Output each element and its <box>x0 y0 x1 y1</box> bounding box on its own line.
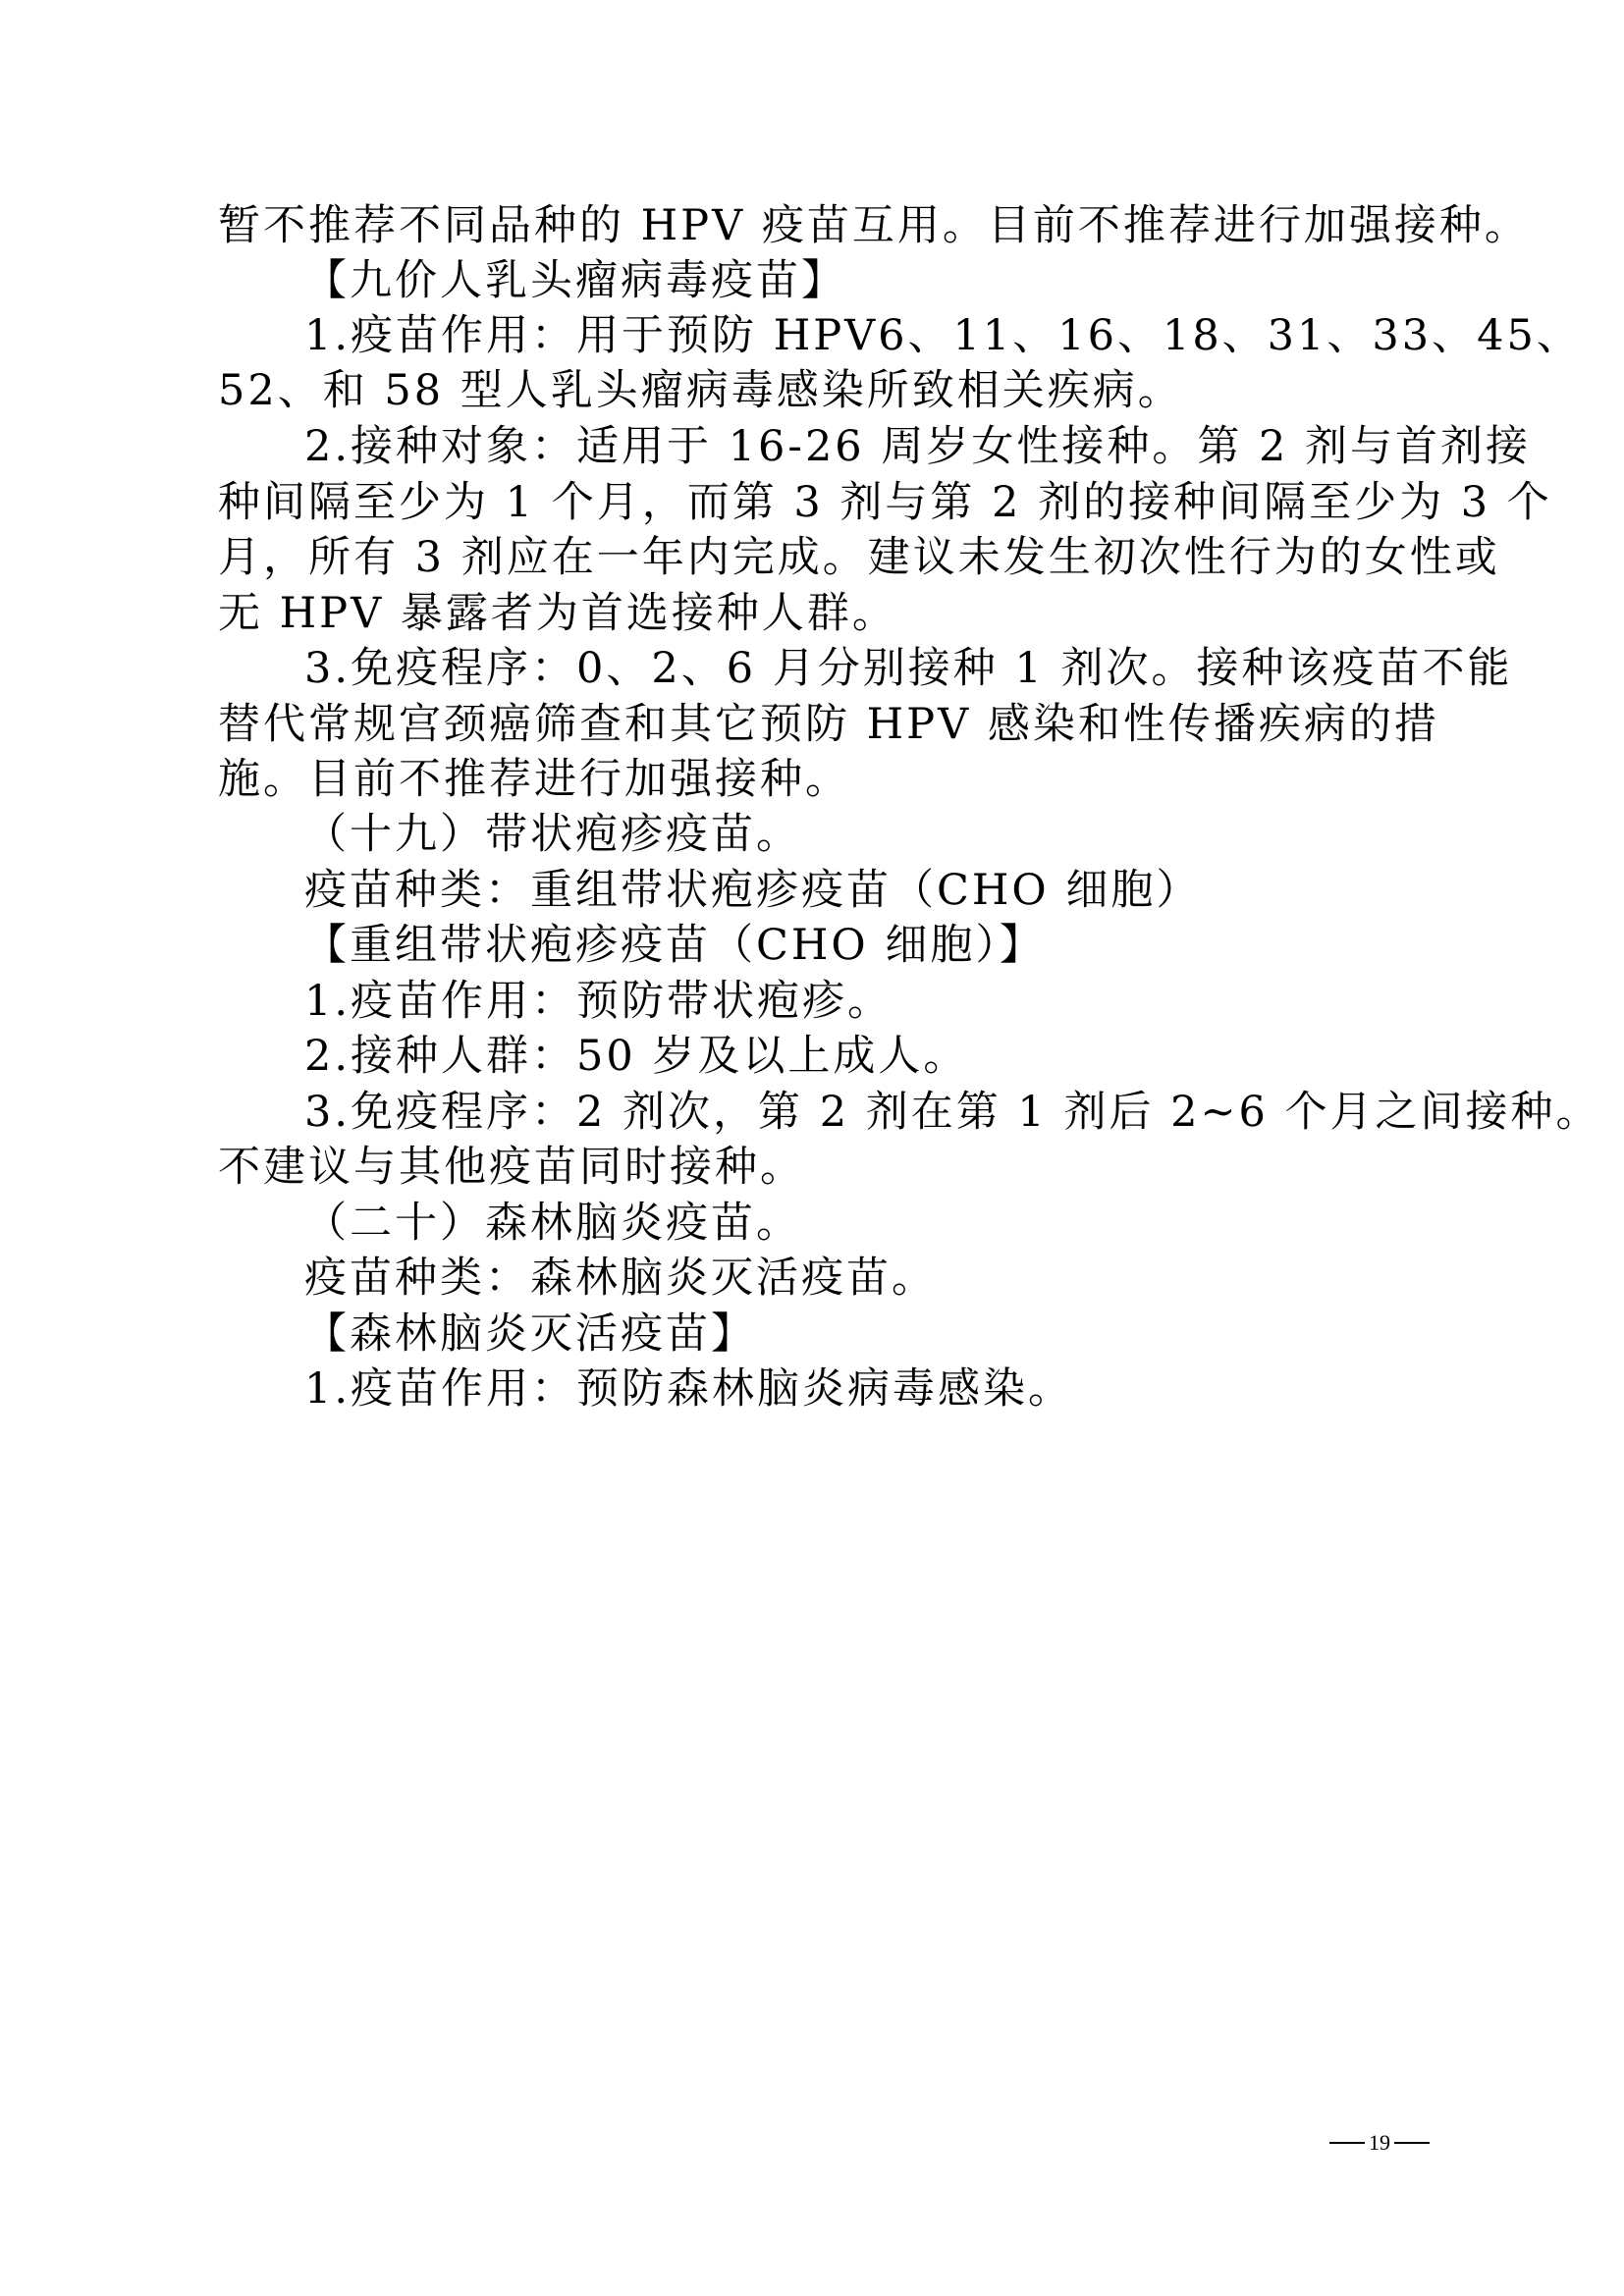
page-number-dash-left <box>1329 2142 1365 2144</box>
section-heading: （二十）森林脑炎疫苗。 <box>304 1199 801 1248</box>
text-line: 3.免疫程序：0、2、6 月分别接种 1 剂次。接种该疫苗不能 <box>304 644 1513 693</box>
text-line: 施。目前不推荐进行加强接种。 <box>218 755 850 804</box>
text-line: 52、和 58 型人乳头瘤病毒感染所致相关疾病。 <box>218 366 1183 415</box>
section-heading: （十九）带状疱疹疫苗。 <box>304 810 801 859</box>
page-number-dash-right <box>1394 2142 1430 2144</box>
text-line: 暂不推荐不同品种的 HPV 疫苗互用。目前不推荐进行加强接种。 <box>218 201 1530 250</box>
text-line: 1.疫苗作用：用于预防 HPV6、11、16、18、31、33、45、 <box>304 311 1582 360</box>
text-line: 替代常规宫颈癌筛查和其它预防 HPV 感染和性传播疾病的措 <box>218 700 1439 749</box>
page-number-value: 19 <box>1369 2130 1390 2155</box>
text-line: 2.接种人群：50 岁及以上成人。 <box>304 1032 969 1081</box>
text-line: 疫苗种类：森林脑炎灭活疫苗。 <box>304 1254 937 1303</box>
text-line: 种间隔至少为 1 个月，而第 3 剂与第 2 剂的接种间隔至少为 3 个 <box>218 478 1552 527</box>
text-line: 月，所有 3 剂应在一年内完成。建议未发生初次性行为的女性或 <box>218 533 1500 582</box>
text-line: 1.疫苗作用：预防森林脑炎病毒感染。 <box>304 1364 1074 1414</box>
text-line: 2.接种对象：适用于 16-26 周岁女性接种。第 2 剂与首剂接 <box>304 422 1532 471</box>
text-line: 疫苗种类：重组带状疱疹疫苗（CHO 细胞） <box>304 866 1202 915</box>
section-heading: 【九价人乳头瘤病毒疫苗】 <box>304 256 846 305</box>
text-line: 无 HPV 暴露者为首选接种人群。 <box>218 589 897 638</box>
text-line: 不建议与其他疫苗同时接种。 <box>218 1143 805 1192</box>
text-line: 3.免疫程序：2 剂次，第 2 剂在第 1 剂后 2~6 个月之间接种。 <box>304 1088 1601 1137</box>
page-number <box>1324 2128 1435 2158</box>
section-heading: 【重组带状疱疹疫苗（CHO 细胞）】 <box>304 921 1045 970</box>
section-heading: 【森林脑炎灭活疫苗】 <box>304 1309 756 1359</box>
text-line: 1.疫苗作用：预防带状疱疹。 <box>304 977 893 1026</box>
